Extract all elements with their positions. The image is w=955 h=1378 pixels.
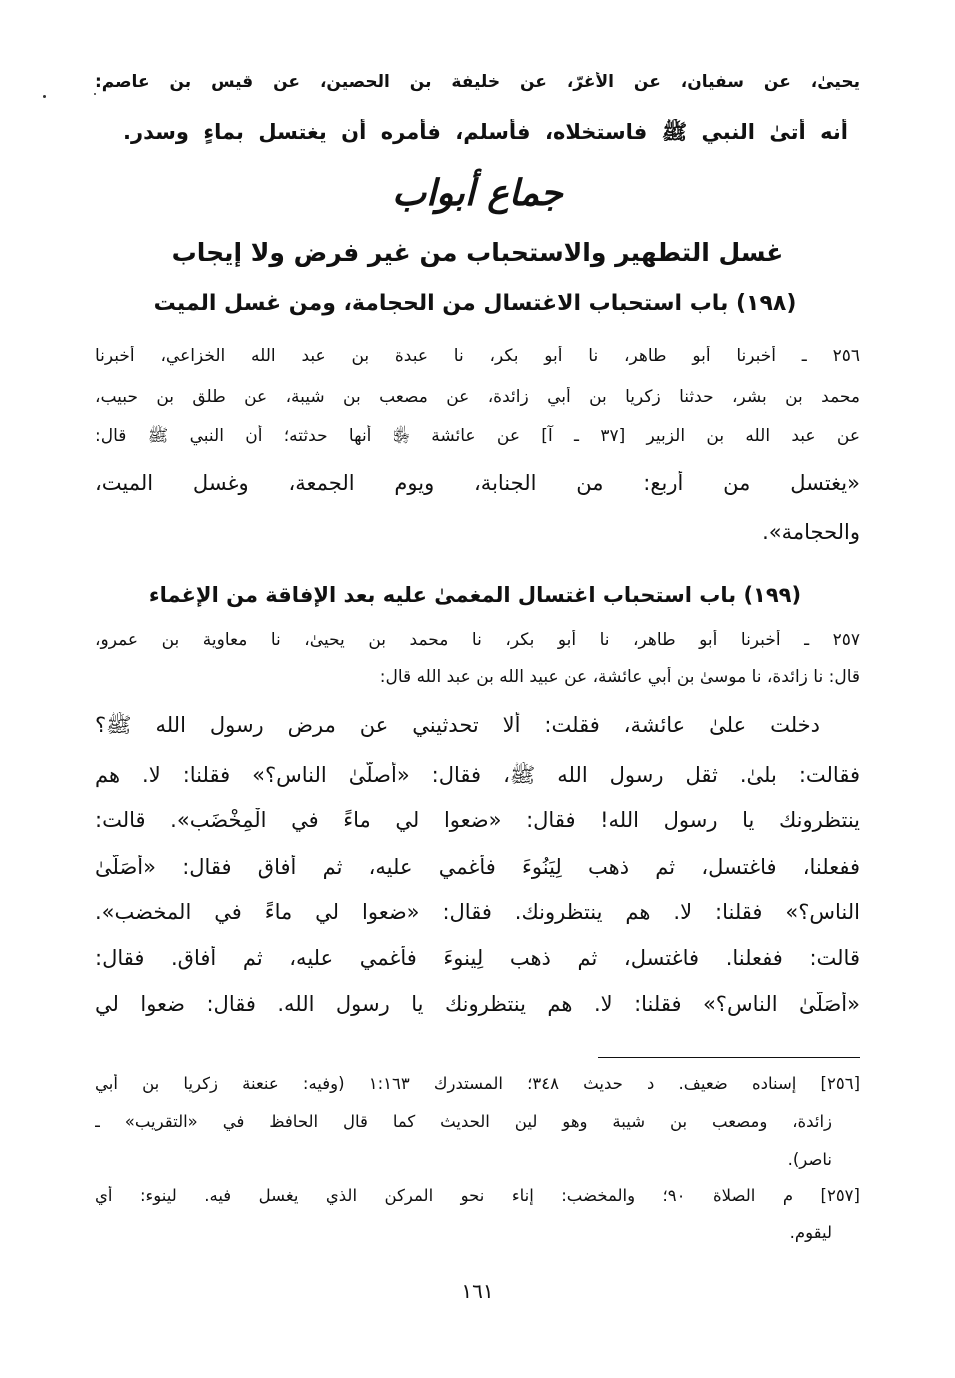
hadith-257-matn-line-7: «أَصَلَّىٰ الناس؟» فقلنا: لا. هم ينتظرونك يا رسول الله. فقال: ضعوا لي <box>95 992 860 1016</box>
hadith-256-matn-line-1: «يغتسل من أربعٍ: من الجنابة، ويوم الجمعة، وغسل الميت، <box>95 471 860 495</box>
hadith-257-matn-line-3: ينتظرونك يا رسول الله! فقال: «ضعوا لي ماءً في الْمِخْضَب». قالت: <box>95 808 860 832</box>
hadith-257-matn-line-1: دخلت علىٰ عائشة، فقلت: ألا تحدثيني عن مرض رسول الله ﷺ؟ <box>95 713 820 737</box>
hadith-256-isnad-line-2: محمد بن بشر، حدثنا زكريا بن أبي زائدة، عن مصعب بن شيبة، عن طلق بن حبيب، <box>95 387 860 407</box>
page-number: ١٦١ <box>461 1279 494 1303</box>
hadith-257-matn-line-5: الناس؟» فقلنا: لا. هم ينتظرونك. فقال: «ضعوا لي ماءً في المخضب». <box>95 900 860 924</box>
scan-speck <box>94 93 96 95</box>
hadith-257-matn-line-2: فقالت: بلىٰ. ثقل رسول الله ﷺ، فقال: «أصلَّىٰ الناس؟» فقلنا: لا. هم <box>95 763 860 787</box>
hadith-256-isnad-line-1: ٢٥٦ ـ أخبرنا أبو طاهر، نا أبو بكر، نا عبدة بن عبد الله الخزاعي، أخبرنا <box>95 346 860 366</box>
chapter-199-heading: (١٩٩) باب استحباب اغتسال المغمىٰ عليه بعد الإفاقة من الإغماء <box>148 583 802 607</box>
footnote-257-line-2: ليقوم. <box>789 1223 832 1242</box>
footnote-256-line-3: ناصر). <box>787 1150 832 1169</box>
footnote-separator <box>598 1057 860 1058</box>
footnote-256-line-2: زائدة، ومصعب بن شيبة وهو لين الحديث كما قال الحافظ في «التقريب» ـ <box>95 1112 832 1131</box>
hadith-257-isnad-line-2: قال: نا زائدة، نا موسىٰ بن أبي عائشة، عن عبيد الله بن عبد الله قال: <box>379 667 860 687</box>
chapter-198-heading: (١٩٨) باب استحباب الاغتسال من الحجامة، ومن غسل الميت <box>153 291 797 316</box>
hadith-256-matn-line-2: والحجامة». <box>762 520 860 544</box>
section-subtitle: غسل التطهير والاستحباب من غير فرض ولا إيجاب <box>171 238 784 267</box>
hadith-257-isnad-line-1: ٢٥٧ ـ أخبرنا أبو طاهر، نا أبو بكر، نا محمد بن يحيىٰ، نا معاوية بن عمرو، <box>95 630 860 650</box>
carryover-matn-line: أنه أتىٰ النبي ﷺ فاستخلاه، فأسلم، فأمره أن يغتسل بماءٍ وسدر. <box>123 120 848 144</box>
hadith-257-matn-line-6: قالت: ففعلنا. فاغتسل، ثم ذهب لِينوءَ فأُغمي عليه، ثم أفاق. فقال: <box>95 946 860 970</box>
hadith-256-isnad-line-3: عن عبد الله بن الزبير [٣٧ ـ آ] عن عائشة ﵂ أنها حدثته؛ أن النبي ﷺ قال: <box>95 426 860 446</box>
scan-speck <box>43 95 46 98</box>
hadith-257-matn-line-4: ففعلنا، فاغتسل، ثم ذهب لِيَنُوءَ فأُغمي عليه، ثم أفاق فقال: «أَصَلَّىٰ <box>95 855 860 879</box>
footnote-257-line-1: [٢٥٧] م الصلاة ٩٠؛ والمخضب: إناء نحو المركن الذي يغسل فيه. لينوء: أي <box>95 1186 860 1205</box>
carryover-isnad-line: يحيىٰ، عن سفيان، عن الأغرّ، عن خليفة بن الحصين، عن قيس بن عاصم: <box>95 72 860 92</box>
section-title: جماع أبواب <box>392 172 563 214</box>
footnote-256-line-1: [٢٥٦] إسناده ضعيف. د حديث ٣٤٨؛ المستدرك ١:١٦٣ (وفيه: عنعنة زكريا بن أبي <box>95 1074 860 1093</box>
